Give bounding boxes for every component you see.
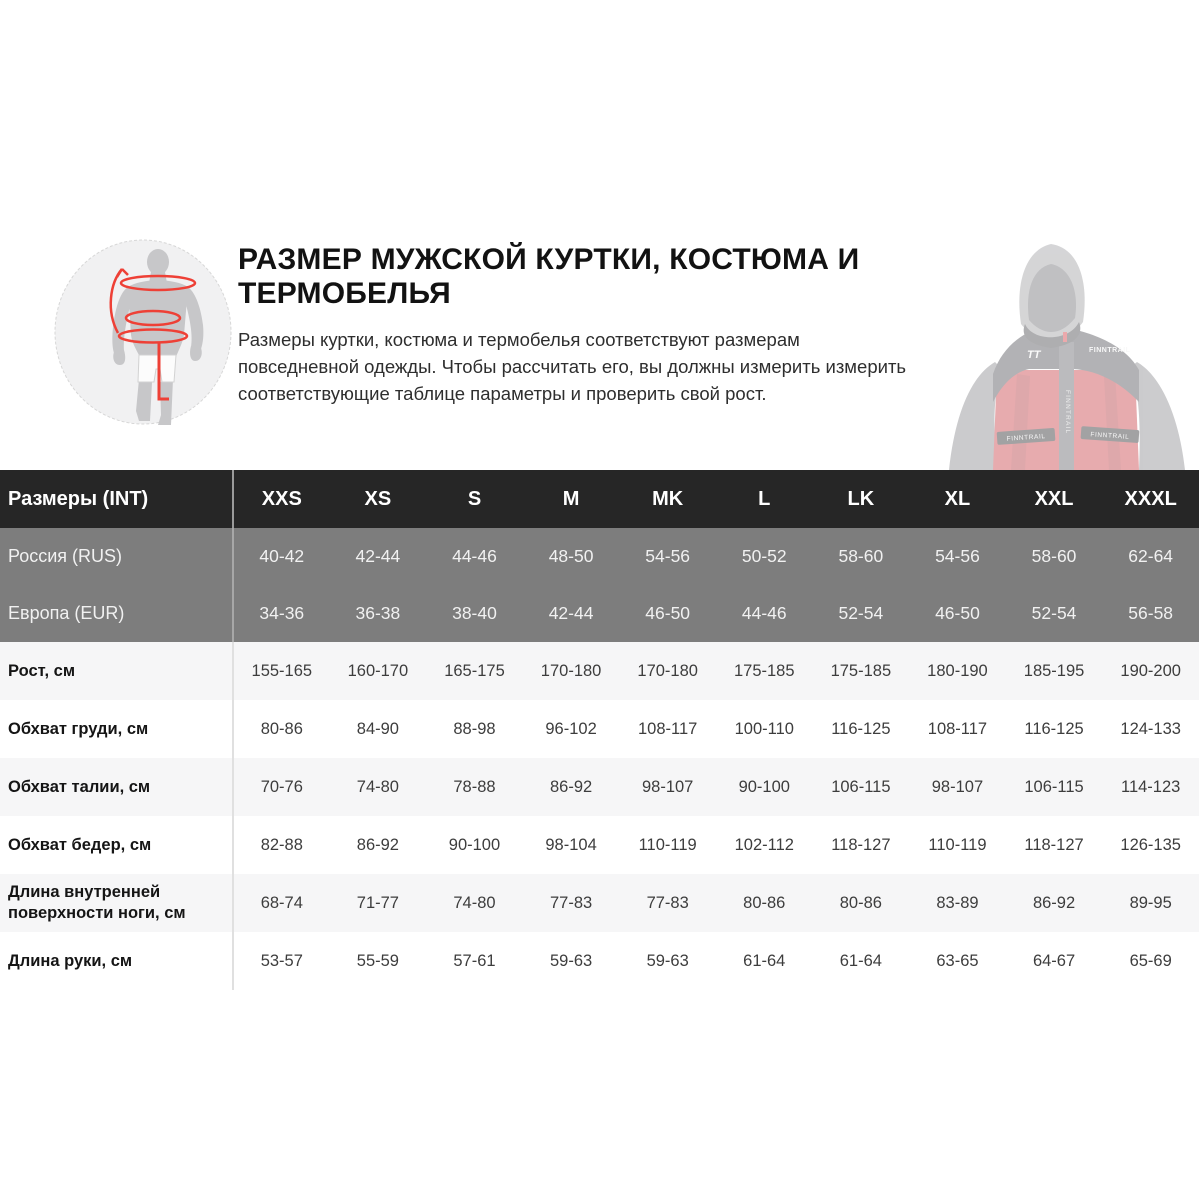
size-value-cell: 170-180: [619, 642, 716, 700]
table-row: [0, 758, 1199, 816]
size-value-cell: 170-180: [523, 642, 620, 700]
header-text-block: [238, 243, 938, 407]
jacket-tt-logo: TT: [1027, 349, 1041, 361]
size-value-cell: 74-80: [330, 758, 427, 816]
size-value-cell: 77-83: [619, 874, 716, 932]
size-value-cell: 48-50: [523, 528, 620, 585]
size-value-cell: 70-76: [233, 758, 330, 816]
size-value-cell: 64-67: [1006, 932, 1103, 990]
size-value-cell: 42-44: [523, 585, 620, 642]
size-value-cell: 61-64: [716, 932, 813, 990]
size-value-cell: 68-74: [233, 874, 330, 932]
column-header: M: [523, 470, 620, 528]
size-value-cell: 88-98: [426, 700, 523, 758]
size-value-cell: 116-125: [813, 700, 910, 758]
size-value-cell: 98-104: [523, 816, 620, 874]
size-value-cell: 53-57: [233, 932, 330, 990]
size-value-cell: 71-77: [330, 874, 427, 932]
size-value-cell: 58-60: [1006, 528, 1103, 585]
size-value-cell: 55-59: [330, 932, 427, 990]
size-value-cell: 108-117: [909, 700, 1006, 758]
size-value-cell: 108-117: [619, 700, 716, 758]
size-value-cell: 54-56: [909, 528, 1006, 585]
size-value-cell: 116-125: [1006, 700, 1103, 758]
table-row: [0, 816, 1199, 874]
size-value-cell: 126-135: [1102, 816, 1199, 874]
size-value-cell: 90-100: [716, 758, 813, 816]
row-label: Рост, см: [0, 642, 233, 700]
size-value-cell: 65-69: [1102, 932, 1199, 990]
column-header: LK: [813, 470, 910, 528]
size-value-cell: 44-46: [426, 528, 523, 585]
size-value-cell: 98-107: [619, 758, 716, 816]
column-header: XXS: [233, 470, 330, 528]
size-value-cell: 56-58: [1102, 585, 1199, 642]
size-value-cell: 46-50: [619, 585, 716, 642]
column-header: XL: [909, 470, 1006, 528]
size-value-cell: 44-46: [716, 585, 813, 642]
size-value-cell: 50-52: [716, 528, 813, 585]
size-value-cell: 42-44: [330, 528, 427, 585]
size-value-cell: 82-88: [233, 816, 330, 874]
size-value-cell: 114-123: [1102, 758, 1199, 816]
size-value-cell: 36-38: [330, 585, 427, 642]
size-value-cell: 52-54: [813, 585, 910, 642]
row-label: Обхват груди, см: [0, 700, 233, 758]
size-table: [0, 470, 1200, 990]
jacket-photo: [932, 224, 1200, 470]
table-row: [0, 642, 1199, 700]
table-row: [0, 932, 1199, 990]
size-value-cell: 54-56: [619, 528, 716, 585]
size-value-cell: 86-92: [523, 758, 620, 816]
size-value-cell: 102-112: [716, 816, 813, 874]
size-value-cell: 110-119: [909, 816, 1006, 874]
row-label: Обхват бедер, см: [0, 816, 233, 874]
column-header: S: [426, 470, 523, 528]
size-value-cell: 74-80: [426, 874, 523, 932]
size-value-cell: 77-83: [523, 874, 620, 932]
size-value-cell: 160-170: [330, 642, 427, 700]
size-value-cell: 59-63: [619, 932, 716, 990]
size-value-cell: 86-92: [330, 816, 427, 874]
size-value-cell: 190-200: [1102, 642, 1199, 700]
row-label: Россия (RUS): [0, 528, 233, 585]
size-value-cell: 84-90: [330, 700, 427, 758]
size-value-cell: 118-127: [1006, 816, 1103, 874]
size-value-cell: 175-185: [813, 642, 910, 700]
size-value-cell: 175-185: [716, 642, 813, 700]
size-value-cell: 34-36: [233, 585, 330, 642]
size-value-cell: 124-133: [1102, 700, 1199, 758]
size-value-cell: 80-86: [813, 874, 910, 932]
size-value-cell: 118-127: [813, 816, 910, 874]
row-label: Длина внутренней поверхности ноги, см: [0, 874, 233, 932]
size-value-cell: 63-65: [909, 932, 1006, 990]
column-header: XXXL: [1102, 470, 1199, 528]
size-value-cell: 96-102: [523, 700, 620, 758]
size-value-cell: 80-86: [233, 700, 330, 758]
table-row: [0, 874, 1199, 932]
size-value-cell: 62-64: [1102, 528, 1199, 585]
table-row: [0, 585, 1199, 642]
size-value-cell: 80-86: [716, 874, 813, 932]
jacket-r-logo: R: [1126, 322, 1135, 333]
size-value-cell: 38-40: [426, 585, 523, 642]
size-value-cell: 98-107: [909, 758, 1006, 816]
size-value-cell: 106-115: [813, 758, 910, 816]
size-value-cell: 59-63: [523, 932, 620, 990]
size-value-cell: 61-64: [813, 932, 910, 990]
size-value-cell: 46-50: [909, 585, 1006, 642]
jacket-image: [932, 224, 1200, 470]
column-header: MK: [619, 470, 716, 528]
size-value-cell: 155-165: [233, 642, 330, 700]
size-value-cell: 52-54: [1006, 585, 1103, 642]
size-value-cell: 90-100: [426, 816, 523, 874]
row-label: Европа (EUR): [0, 585, 233, 642]
size-value-cell: 110-119: [619, 816, 716, 874]
column-header: L: [716, 470, 813, 528]
size-value-cell: 83-89: [909, 874, 1006, 932]
waist-strap-text-left: FINNTRAIL: [1006, 433, 1046, 443]
size-value-cell: 185-195: [1006, 642, 1103, 700]
row-label: Обхват талии, см: [0, 758, 233, 816]
table-row: [0, 528, 1199, 585]
size-value-cell: 89-95: [1102, 874, 1199, 932]
storm-flap-brand-text: FINNTRAIL: [1064, 390, 1071, 435]
body-measurement-icon: [54, 239, 232, 425]
page-description: Размеры куртки, костюма и термобелья соответствуют размерам повседневной одежды. Чтобы рассчитать его, вы должны измерить измерить соответствующие таблице параметры и проверить свой рост.: [238, 329, 907, 404]
jacket-chest-brand-text: FINNTRAIL: [1089, 347, 1131, 354]
size-value-cell: 100-110: [716, 700, 813, 758]
column-header: XXL: [1006, 470, 1103, 528]
table-header-row: [0, 470, 1199, 528]
size-value-cell: 86-92: [1006, 874, 1103, 932]
measurement-diagram: [54, 239, 232, 425]
size-table-body: [0, 528, 1199, 990]
column-header: XS: [330, 470, 427, 528]
page-title: РАЗМЕР МУЖСКОЙ КУРТКИ, КОСТЮМА И ТЕРМОБЕЛЬЯ: [238, 243, 860, 310]
corner-header-cell: Размеры (INT): [0, 470, 233, 528]
size-value-cell: 165-175: [426, 642, 523, 700]
waist-strap-text-right: FINNTRAIL: [1090, 431, 1130, 441]
size-value-cell: 180-190: [909, 642, 1006, 700]
size-value-cell: 106-115: [1006, 758, 1103, 816]
size-value-cell: 57-61: [426, 932, 523, 990]
size-value-cell: 78-88: [426, 758, 523, 816]
row-label: Длина руки, см: [0, 932, 233, 990]
size-value-cell: 58-60: [813, 528, 910, 585]
size-value-cell: 40-42: [233, 528, 330, 585]
table-row: [0, 700, 1199, 758]
